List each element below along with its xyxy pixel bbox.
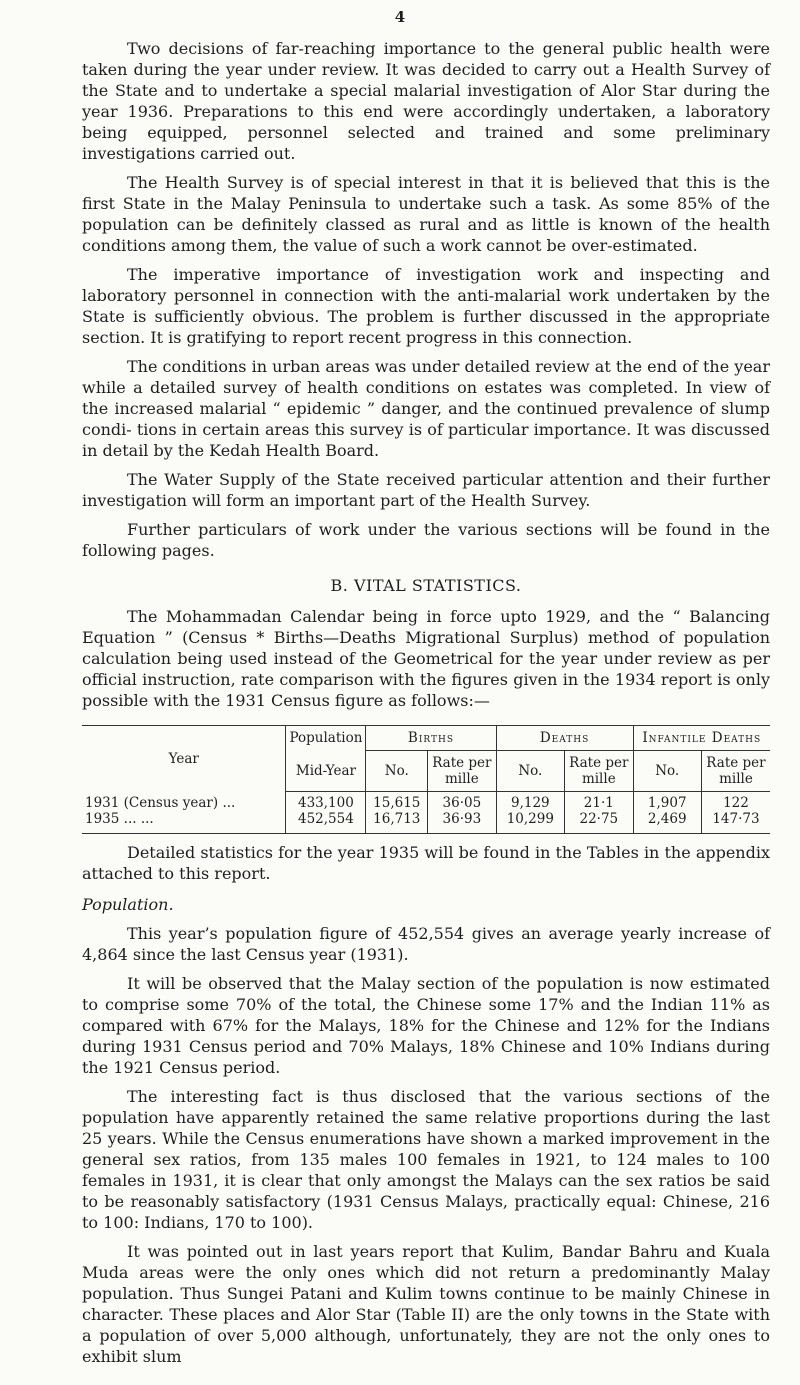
deaths-rate-cell [565, 792, 633, 834]
births-header: Births [366, 726, 496, 751]
deaths-no-header: No. [496, 751, 565, 792]
births-rate-value: 36·93 [442, 811, 482, 827]
infantile-rate-value: 147·73 [712, 811, 760, 827]
year-cell [82, 792, 286, 834]
infantile-no-cell [633, 792, 701, 834]
births-rate-header: Rate per mille [428, 751, 496, 792]
paragraph: Further particulars of work under the various sections will be found in the following pages. [82, 520, 770, 560]
page-body [82, 38, 770, 1375]
paragraph: This year’s population figure of 452,554 gives an average yearly increase of 4,864 since the last Census year (1931). [82, 924, 770, 964]
deaths-rate-value: 22·75 [579, 811, 619, 827]
paragraph: Two decisions of far-reaching importance to the general public health were taken during the year under review. It was decided to carry out a Health Survey of the State and to undertake a special malarial investigation of Alor Star during the year 1936. Preparations to this end were accordingly undertaken, a laboratory being equipped, personnel selected and trained and some preliminary investigations carried out. [82, 39, 770, 163]
population-header: Population [286, 726, 366, 751]
infantile-no-header: No. [633, 751, 701, 792]
births-no-cell [366, 792, 428, 834]
deaths-rate-value: 21·1 [583, 795, 614, 811]
subsection-title: Population. [82, 895, 174, 914]
paragraph: The interesting fact is thus disclosed that the various sections of the population have apparently retained the same relative proportions during the last 25 years. While the Census enumerations have shown a marked improvement in the general sex ratios, from 135 males 100 females in 1921, to 124 males to 100 females in 1931, it is clear that only amongst the Malays can the sex ratios be said to be reasonably satisfactory (1931 Census Malays, practically equal: Chinese, 216 to 100: Indians, 170 to 100). [82, 1087, 770, 1232]
infantile-no-value: 2,469 [647, 811, 687, 827]
infantile-deaths-header: Infantile Deaths [633, 726, 770, 751]
population-value: 433,100 [298, 795, 354, 811]
deaths-no-cell [496, 792, 565, 834]
paragraph: The Mohammadan Calendar being in force upto 1929, and the “ Balancing Equation ” (Census * Births—Deaths Migrational Surplus) method of population calculation being used instead of the Geometrical for the year under review as per official instruction, rate comparison with the figures given in the 1934 report is only possible with the 1931 Census figure as follows:— [82, 607, 770, 710]
year-value: 1935 ... ... [85, 810, 154, 827]
population-value: 452,554 [298, 811, 354, 827]
paragraph: The Health Survey is of special interest in that it is believed that this is the first State in the Malay Peninsula to undertake such a task. As some 85% of the population can be definitely classed as rural and as little is known of the health conditions among them, the value of such a work cannot be over-estimated. [82, 173, 770, 255]
paragraph: It was pointed out in last years report that Kulim, Bandar Bahru and Kuala Muda areas were the only ones which did not return a predominantly Malay population. Thus Sungei Patani and Kulim towns continue to be mainly Chinese in character. These places and Alor Star (Table II) are the only towns in the State with a population of over 5,000 although, unfortunately, they are not the only ones to exhibit slum [82, 1242, 770, 1366]
paragraph: The Water Supply of the State received particular attention and their further investigation will form an important part of the Health Survey. [82, 470, 770, 510]
vital-statistics-table [82, 725, 770, 834]
paragraph: The conditions in urban areas was under detailed review at the end of the year while a detailed survey of health conditions on estates was completed. In view of the increased malarial “ epidemic ” danger, and the continued prevalence of slump condi- tions in certain areas this survey is of particular importance. It was discussed in detail by the Kedah Health Board. [82, 357, 770, 460]
page-number: 4 [394, 8, 406, 26]
year-value: 1931 (Census year) ... [85, 794, 236, 811]
paragraph: Detailed statistics for the year 1935 will be found in the Tables in the appendix attached to this report. [82, 843, 770, 883]
deaths-rate-header: Rate per mille [565, 751, 633, 792]
section-heading: B. VITAL STATISTICS. [330, 576, 522, 595]
mid-year-header: Mid-Year [286, 751, 366, 792]
deaths-header: Deaths [496, 726, 633, 751]
paragraph: The imperative importance of investigation work and inspecting and laboratory personnel in connection with the anti-malarial work undertaken by the State is sufficiently obvious. The problem is further discussed in the appropriate section. It is gratifying to report recent progress in this connection. [82, 265, 770, 347]
paragraph: It will be observed that the Malay section of the population is now estimated to comprise some 70% of the total, the Chinese some 17% and the Indian 11% as compared with 67% for the Malays, 18% for the Chinese and 12% for the Indians during 1931 Census period and 70% Malays, 18% Chinese and 10% Indians during the 1921 Census period. [82, 974, 770, 1077]
births-no-value: 16,713 [373, 811, 421, 827]
births-no-value: 15,615 [373, 795, 421, 811]
births-rate-value: 36·05 [442, 795, 482, 811]
deaths-no-value: 9,129 [511, 795, 550, 811]
infantile-no-value: 1,907 [647, 795, 687, 811]
population-cell [286, 792, 366, 834]
infantile-rate-cell [701, 792, 770, 834]
infantile-rate-header: Rate per mille [701, 751, 770, 792]
year-header: Year [82, 726, 286, 792]
births-no-header: No. [366, 751, 428, 792]
deaths-no-value: 10,299 [506, 811, 554, 827]
infantile-rate-value: 122 [723, 795, 749, 811]
births-rate-cell [428, 792, 496, 834]
table-row [82, 792, 770, 834]
